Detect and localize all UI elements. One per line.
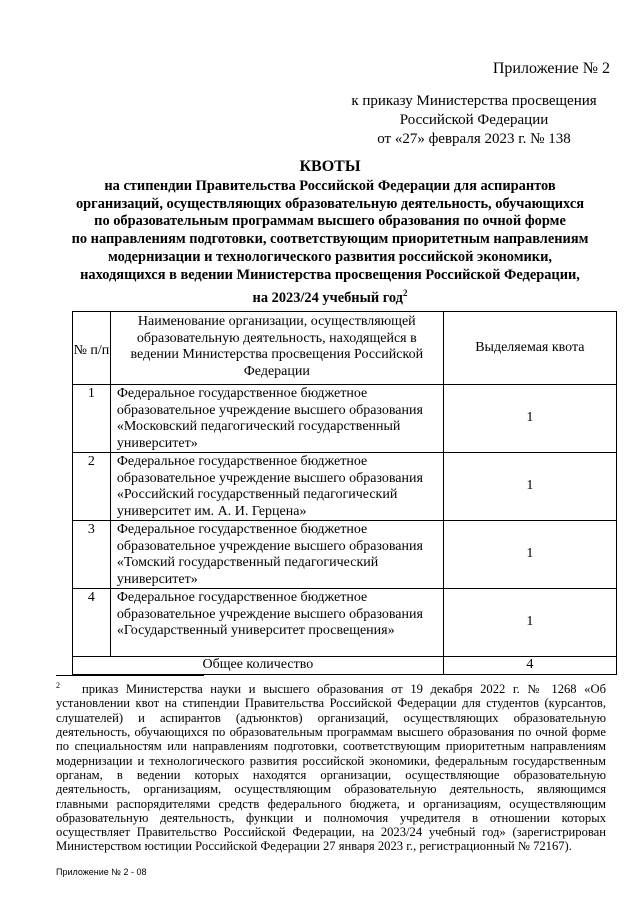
order-line: от «27» февраля 2023 г. № 138 xyxy=(377,131,571,147)
row-quota: 1 xyxy=(443,589,616,657)
table-row xyxy=(73,385,617,453)
order-reference xyxy=(344,92,604,149)
total-value: 4 xyxy=(443,657,616,675)
header-quota: Выделяемая квота xyxy=(443,312,616,385)
footnote-ref: 2 xyxy=(402,287,408,298)
title-line: организаций, осуществляющих образовательную деятельность, обучающихся xyxy=(75,195,584,212)
title-line: модернизации и технологического развития российской экономики, xyxy=(108,248,552,265)
title-line-last xyxy=(48,285,612,308)
table-header-row xyxy=(73,312,617,385)
row-name: Федеральное государственное бюджетное образовательное учреждение высшего образования «Томский государственный педагогический университет» xyxy=(110,521,443,589)
row-quota: 1 xyxy=(443,385,616,453)
order-line: Российской Федерации xyxy=(399,112,549,128)
row-name: Федеральное государственное бюджетное образовательное учреждение высшего образования «Государственный университет просвещения» xyxy=(110,589,443,657)
document-title xyxy=(48,158,612,307)
title-line: по образовательным программам высшего образования по очной форме xyxy=(94,213,566,230)
table-total-row xyxy=(73,657,617,675)
footnote xyxy=(56,679,606,854)
order-line: к приказу Министерства просвещения xyxy=(351,93,597,109)
title-line: на стипендии Правительства Российской Федерации для аспирантов xyxy=(104,177,556,194)
footnote-divider xyxy=(56,675,204,676)
row-name: Федеральное государственное бюджетное образовательное учреждение высшего образования «Московский педагогический государственный университет» xyxy=(110,385,443,453)
title-line: находящихся в ведении Министерства просвещения Российской Федерации, xyxy=(80,266,580,283)
total-label: Общее количество xyxy=(73,657,444,675)
appendix-label: Приложение № 2 xyxy=(492,60,610,77)
page-mark: Приложение № 2 - 08 xyxy=(56,867,147,877)
header-name: Наименование организации, осуществляющей образовательную деятельность, находящейся в ведении Министерства просвещения Российской Федерации xyxy=(110,312,443,385)
footnote-text: приказ Министерства науки и высшего образования от 19 декабря 2022 г. № 1268 «Об установлении квот на стипендии Правительства Российской Федерации для студентов (курсантов, слушателей) и аспирантов (адъюнктов) организаций, осуществляющих образовательную деятельность, обучающихся по образовательным программам высшего образования по очной форме по специальностям или направлениям подготовки, соответствующим приоритетным направлениям модернизации и технологического развития российской экономики, федеральным государственным органам, в ведении которых находятся организации, осуществляющие образовательную деятельность, организациям, осуществляющим образовательную деятельность, являющимся главными распорядителями средств федерального бюджета, и организациям, осуществляющим образовательную деятельность, функции и полномочия учредителя в отношении которых осуществляет Правительство Российской Федерации, на 2023/24 учебный год» (зарегистрирован Министерством юстиции Российской Федерации 27 января 2023 г., регистрационный № 72167). xyxy=(56,682,606,854)
title-line-text: на 2023/24 учебный год xyxy=(252,289,403,306)
row-num: 4 xyxy=(73,589,111,657)
table-row xyxy=(73,453,617,521)
row-num: 3 xyxy=(73,521,111,589)
row-name: Федеральное государственное бюджетное образовательное учреждение высшего образования «Российский государственный педагогический университет им. А. И. Герцена» xyxy=(110,453,443,521)
row-num: 1 xyxy=(73,385,111,453)
quota-table xyxy=(72,311,617,675)
title-line: по направлениям подготовки, соответствующим приоритетным направлениям xyxy=(71,231,589,248)
footnote-mark: 2 xyxy=(56,681,60,690)
row-quota: 1 xyxy=(443,521,616,589)
table-row xyxy=(73,589,617,657)
title-main: КВОТЫ xyxy=(299,158,361,175)
table-row xyxy=(73,521,617,589)
row-num: 2 xyxy=(73,453,111,521)
header-num: № п/п xyxy=(73,312,111,385)
row-quota: 1 xyxy=(443,453,616,521)
